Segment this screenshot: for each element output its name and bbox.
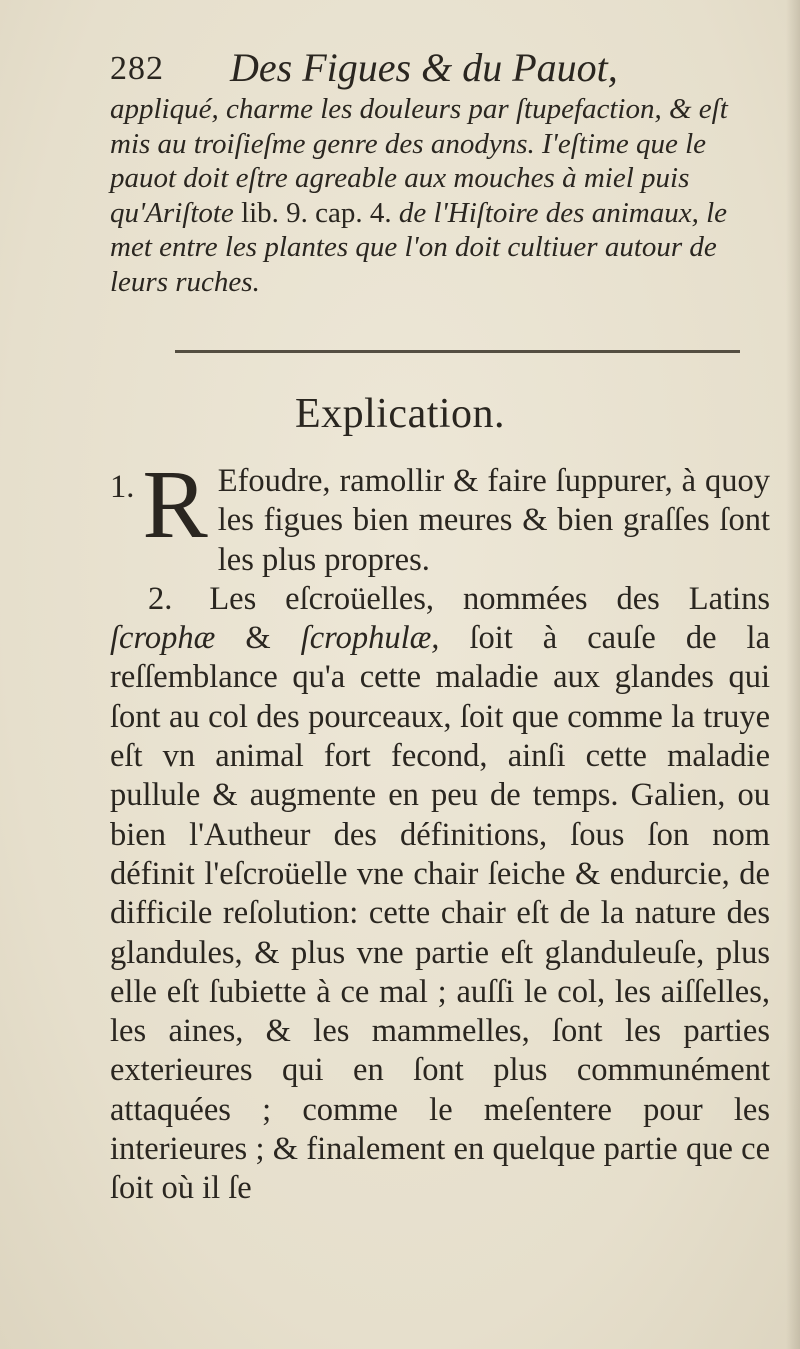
explication-body xyxy=(110,451,771,1209)
italic-paragraph-text: appliqué, charme les douleurs par ſtupefaction, & eſt mis au troiſieſme genre des anodyns. I'eſtime que le pauot doit eſtre agreable aux mouches à miel puis qu'Ariſtote xyxy=(110,93,728,229)
latin-term: ſcrophæ xyxy=(110,620,216,657)
section-divider xyxy=(175,350,740,353)
book-reference: lib. 9. cap. 4. xyxy=(241,196,392,229)
item-conjunction: & xyxy=(245,620,271,657)
explication-item-1 xyxy=(110,451,770,580)
drop-cap: R xyxy=(142,451,208,559)
item-text: ſoit à cauſe de la reſſemblance qu'a cette maladie aux glandes qui ſont au col des pourceaux, ſoit que comme la truye eſt vn animal fort fecond, ainſi cette maladie pullule & augmente en peu de temps. Galien, ou bien l'Autheur des définitions, ſous ſon nom définit l'eſcroüelle vne chair ſeiche & endurcie, de difficile reſolution: cette chair eſt de la nature des glandules, & plus vne partie eſt glanduleuſe, plus elle eſt ſubiette à ce mal ; auſſi le col, les aiſſelles, les aines, & les mammelles, ſont les parties exterieures qui en ſont plus communément attaquées ; comme le meſentere pour les interieures ; & finalement en quelque partie que ce ſoit où il ſe xyxy=(110,620,771,1207)
page-number: 282 xyxy=(110,50,164,87)
page-header xyxy=(110,44,750,94)
running-head: Des Figues & du Pauot, xyxy=(230,45,618,90)
item-number: 1. xyxy=(110,469,135,505)
latin-term: ſcrophulæ, xyxy=(300,620,440,657)
item-lead: Les eſcroüelles, nommées des Latins xyxy=(209,580,770,617)
italic-paragraph xyxy=(110,92,770,299)
item-text: Efoudre, ramollir & faire ſuppurer, à quoy les figues bien meures & bien graſſes ſont les plus propres. xyxy=(217,463,770,578)
explication-item-2 xyxy=(110,580,770,1209)
item-number: 2. xyxy=(148,580,173,617)
section-title: Explication. xyxy=(294,391,506,437)
page-gutter-shadow xyxy=(786,0,800,1349)
italic-paragraph-tail: de l'Hiſtoire des animaux, le met entre les plantes que l'on doit cultiuer autour de leurs ruches. xyxy=(110,196,728,298)
